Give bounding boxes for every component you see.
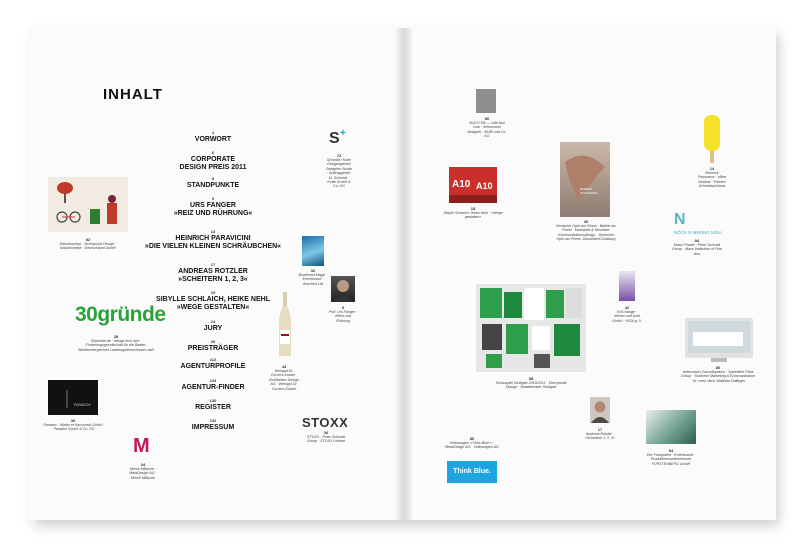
toc-page-number: 13 bbox=[210, 229, 216, 234]
caption-page-number: 54 bbox=[668, 448, 674, 453]
caption-text: Weingut Dr. Corvers-Kauter · Zweifarben Design AG · Weingut Dr. Corvers-Kauter bbox=[269, 369, 299, 391]
caption-text: Andreas Rotzler · »Scheitern 1, 2, 3« bbox=[584, 432, 616, 441]
toc-entry[interactable] bbox=[182, 384, 245, 392]
caption-page-number: 17 bbox=[597, 427, 603, 432]
naturkonzept-image bbox=[48, 177, 128, 232]
caption-page-number: 44 bbox=[281, 364, 287, 369]
caption-text: Büroeck Panorama · office window · Kleinen Schrebdachhaus bbox=[697, 171, 727, 189]
toc-entry-line: JURY bbox=[203, 325, 223, 332]
toc-page-number: 132 bbox=[209, 418, 217, 423]
caption-text: BUCH EB — café fast club · nehmmann designer · BUBI und Co. KG bbox=[467, 121, 507, 139]
caption-text: Paradox · Martin et Karczinski GmbH · Paradox GmbH & Co. KG bbox=[43, 423, 103, 432]
toc-entry-line: SIBYLLE SCHLAICH, HEIKE NEHL bbox=[156, 296, 270, 303]
toc-entry-line: CORPORATE bbox=[190, 156, 236, 163]
caption-page-number: 72 bbox=[336, 153, 342, 158]
toc-entry[interactable] bbox=[195, 136, 231, 144]
30gruende-logo: 30gründe bbox=[75, 303, 166, 326]
image-caption bbox=[643, 448, 699, 466]
logo-s-plus bbox=[329, 127, 351, 147]
paradox-image bbox=[48, 380, 98, 415]
toc-page-number: 19 bbox=[210, 290, 216, 295]
caption-text: Schauspiel Stuttgart 2010/2011 · Strichpunkt Design · Staatstheater Stuttgart bbox=[495, 381, 567, 390]
caption-page-number: 9 bbox=[341, 305, 345, 310]
caption-text: Naturkonzept · Strichpunkt Design · Naturkonzept · Deutschland GmbH bbox=[59, 242, 117, 251]
caption-page-number: 58 bbox=[528, 376, 534, 381]
buch-eb-image bbox=[476, 89, 496, 113]
stoxx-logo: STOXX bbox=[302, 415, 349, 430]
toc-page-number: 6 bbox=[211, 150, 215, 155]
svg-text:SCHUMANN: SCHUMANN bbox=[580, 191, 598, 195]
toc-entry[interactable] bbox=[178, 268, 248, 284]
svg-text:ROBERT: ROBERT bbox=[580, 187, 593, 191]
toc-entry-line: URS FANGER bbox=[190, 202, 236, 209]
caption-text: STOXX · Peter Schmidt Group · STOXX Limited bbox=[307, 435, 345, 444]
toc-entry[interactable] bbox=[188, 345, 239, 353]
toc-entry[interactable] bbox=[156, 296, 270, 312]
caption-text: Mass Private · Peter Schmidt Group · Mass Institution of Fine Arts bbox=[671, 243, 723, 256]
page-title: INHALT bbox=[103, 86, 163, 103]
caption-page-number: 34 bbox=[140, 462, 146, 467]
caption-page-number: 86 bbox=[469, 436, 475, 441]
caption-page-number: 40 bbox=[583, 219, 589, 224]
caption-text: EclChange · kleiner und bold GmbH · VISA g. V. bbox=[612, 310, 642, 323]
toc-entry-line: AGENTUR-FINDER bbox=[181, 384, 245, 391]
image-caption bbox=[491, 376, 571, 390]
toc-entry-line: AGENTURPROFILE bbox=[180, 363, 246, 370]
caption-text: redesmann Zukunftsplanin · Speedline Flota Group · Thalheim Marketing & Kommunikation · Dr. med. dent. Matthias Dallinger bbox=[681, 370, 755, 383]
image-caption bbox=[325, 153, 353, 189]
image-caption bbox=[697, 166, 727, 189]
image-caption bbox=[680, 365, 756, 383]
toc-entry-line: ANDREAS ROTZLER bbox=[178, 268, 248, 275]
schauspiel-posters-image bbox=[476, 284, 586, 372]
caption-text: Merck Millipore · MetaDesign AG · Merck Millipore bbox=[129, 467, 157, 480]
toc-entry[interactable] bbox=[180, 156, 247, 172]
image-caption bbox=[303, 430, 349, 444]
image-caption bbox=[554, 219, 618, 242]
toc-page-number: 26 bbox=[210, 339, 216, 344]
merck-m-logo: M bbox=[133, 435, 150, 457]
toc-entry[interactable] bbox=[174, 202, 253, 218]
caption-page-number: 36 bbox=[70, 418, 76, 423]
image-caption bbox=[441, 206, 505, 220]
eclchange-image bbox=[619, 271, 635, 301]
svg-text:S: S bbox=[329, 130, 340, 147]
toc-page-number: 9 bbox=[211, 196, 215, 201]
caption-text: Blueforest Magic · Emerbound · Aeschen Ltd bbox=[298, 273, 328, 286]
nocknw-logo bbox=[674, 210, 724, 236]
toc-entry-line: »DIE VIELEN KLEINEN SCHRÄUBCHEN« bbox=[144, 243, 282, 250]
caption-page-number: 28 bbox=[113, 334, 119, 339]
ballett-poster-image bbox=[560, 142, 610, 217]
popsicle-image bbox=[702, 115, 722, 163]
toc-entry[interactable] bbox=[192, 424, 234, 432]
svg-text:NÖCK N MNÜNG MÜLI: NÖCK N MNÜNG MÜLI bbox=[674, 230, 722, 235]
svg-text:N: N bbox=[674, 211, 686, 228]
monitor-image bbox=[685, 318, 753, 362]
toc-page-number: 130 bbox=[209, 398, 217, 403]
fotografen-image bbox=[646, 410, 696, 444]
toc-page-number: 24 bbox=[210, 319, 216, 324]
caption-page-number: 42 bbox=[624, 305, 630, 310]
caption-page-number: 14 bbox=[709, 166, 715, 171]
image-caption bbox=[670, 238, 724, 256]
caption-text: Deutsche Oper am Rhein · Ballett am Rhein · Markwald & Neusitzer Kommunikationsdesign · Deutsche Oper am Rhein, Düsseldorf-Duisburg bbox=[556, 224, 616, 242]
toc-page-number: 4 bbox=[211, 130, 215, 135]
caption-text: 30gründe.de · design loch drei · Förderungsgesellschaft für die Baden-Württembergischen Landesgartenschauen mbH bbox=[77, 339, 155, 352]
toc-page-number: 8 bbox=[211, 176, 215, 181]
image-caption bbox=[612, 305, 642, 323]
toc-entry-line: IMPRESSUM bbox=[191, 424, 235, 431]
caption-page-number: 32 bbox=[310, 268, 316, 273]
caption-text: Volkswagen »Think Blue.« · MetaDesign AG · Volkswagen AG bbox=[445, 441, 499, 450]
blueforest-image bbox=[302, 236, 324, 266]
urs-fanger-portrait bbox=[331, 276, 355, 302]
image-caption bbox=[298, 268, 328, 286]
think-blue-logo: Think Blue. bbox=[447, 461, 497, 483]
caption-page-number: 18 bbox=[470, 206, 476, 211]
image-caption bbox=[444, 436, 500, 450]
image-caption bbox=[580, 427, 620, 441]
toc-entry-line: PREISTRÄGER bbox=[187, 345, 239, 352]
svg-text:A10: A10 bbox=[452, 179, 471, 190]
caption-text: Prof. Urs Fanger · effekt und Rührung bbox=[328, 310, 358, 323]
toc-entry-line: VORWORT bbox=[194, 136, 232, 143]
caption-page-number: 80 bbox=[484, 116, 490, 121]
caption-text: Sibylle Schlaich, Heike Nehl · »Wege gestalten« bbox=[443, 211, 503, 220]
toc-entry[interactable] bbox=[204, 325, 222, 333]
wine-bottle-image bbox=[278, 292, 292, 358]
image-caption bbox=[56, 237, 120, 251]
caption-text: Der Fotografen · Emerbound · Produktionsunternehmen FÜRSTENBERG GmbH bbox=[646, 453, 696, 466]
image-caption bbox=[269, 364, 299, 391]
caption-page-number: 36 bbox=[323, 430, 329, 435]
image-caption bbox=[75, 334, 157, 352]
toc-entry-line: DESIGN PREIS 2011 bbox=[179, 164, 247, 171]
toc-page-number: 17 bbox=[210, 262, 216, 267]
toc-entry-line: STANDPUNKTE bbox=[186, 182, 240, 189]
toc-entry-line: HEINRICH PARAVICINI bbox=[175, 235, 251, 242]
image-caption bbox=[124, 462, 162, 480]
toc-entry-line: »REIZ UND RÜHRUNG« bbox=[173, 210, 253, 217]
a10-signage-image bbox=[449, 167, 497, 203]
toc-entry[interactable] bbox=[145, 235, 281, 251]
svg-text:PARADOX: PARADOX bbox=[74, 403, 91, 407]
image-caption bbox=[43, 418, 103, 432]
caption-page-number: 84 bbox=[694, 238, 700, 243]
caption-page-number: 52 bbox=[85, 237, 91, 242]
caption-page-number: 86 bbox=[715, 365, 721, 370]
toc-page-number: 112 bbox=[209, 357, 217, 362]
toc-entry[interactable] bbox=[187, 182, 239, 190]
toc-entry[interactable] bbox=[195, 404, 231, 412]
svg-text:+: + bbox=[340, 128, 346, 139]
image-caption bbox=[328, 305, 358, 323]
image-caption bbox=[467, 116, 507, 139]
toc-page-number: 124 bbox=[209, 378, 217, 383]
toc-entry-line: »SCHEITERN 1, 2, 3« bbox=[178, 276, 248, 283]
toc-entry-line: »WEGE GESTALTEN« bbox=[176, 304, 250, 311]
caption-text: Schmidt / Kotte Designagentur Zweiglein Studio · Auftraggeber: M. Schmidt · Kotte GmbH & Co. KG bbox=[325, 158, 353, 189]
toc-entry-line: REGISTER bbox=[195, 404, 231, 411]
book-gutter bbox=[396, 28, 412, 520]
toc-entry[interactable] bbox=[181, 363, 246, 371]
svg-text:A10: A10 bbox=[476, 181, 493, 191]
andreas-rotzler-portrait bbox=[590, 397, 610, 423]
